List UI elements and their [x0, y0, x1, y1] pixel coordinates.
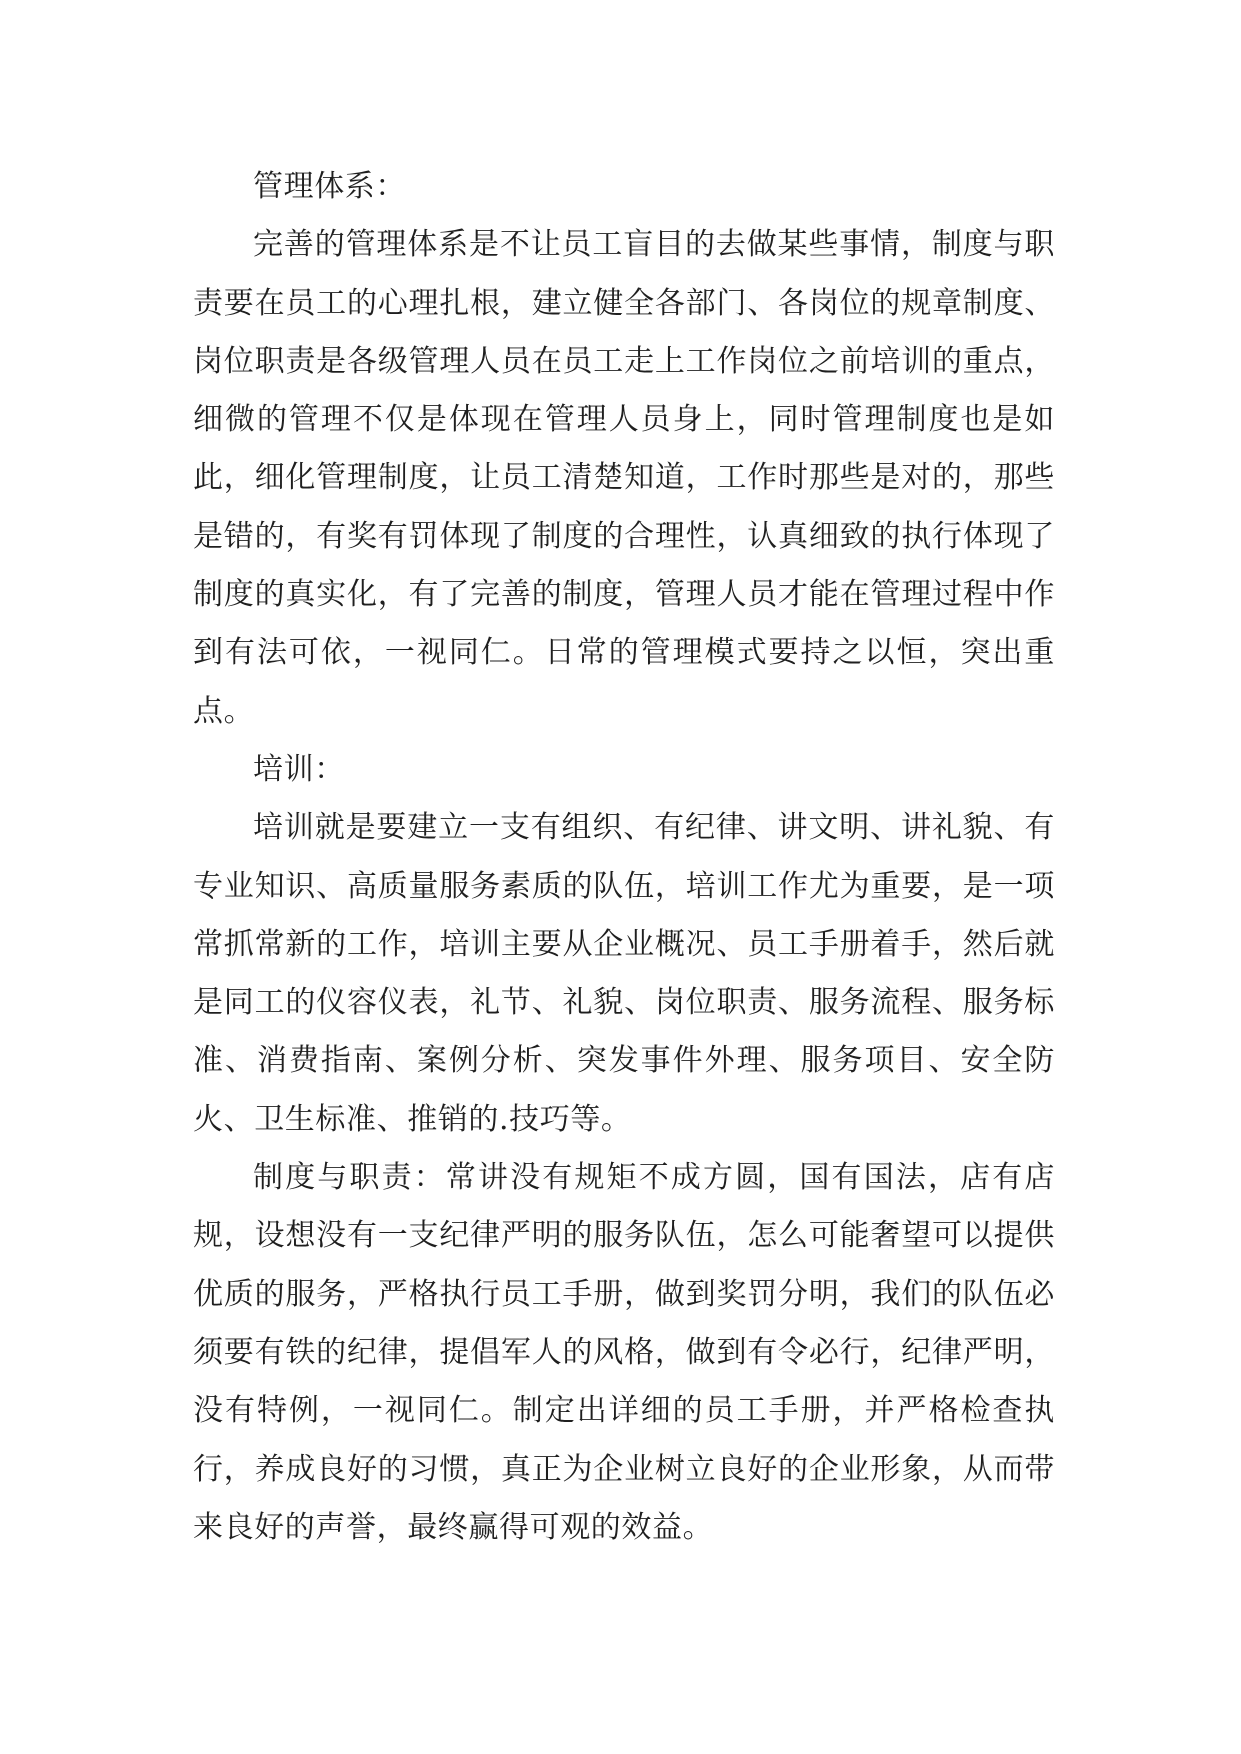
heading-management-system: 管理体系： [253, 169, 406, 204]
paragraph-management-system: 完善的管理体系是不让员工盲目的去做某些事情，制度与职责要在员工的心理扎根，建立健全各部门、各岗位的规章制度、岗位职责是各级管理人员在员工走上工作岗位之前培训的重点，细微的管理不仅是体现在管理人员身上，同时管理制度也是如此，细化管理制度，让员工清楚知道，工作时那些是对的，那些是错的，有奖有罚体现了制度的合理性，认真细致的执行体现了制度的真实化，有了完善的制度，管理人员才能在管理过程中作到有法可依，一视同仁。日常的管理模式要持之以恒，突出重点。 [193, 227, 1055, 729]
paragraph-rules-and-duties: 制度与职责：常讲没有规矩不成方圆，国有国法，店有店规，设想没有一支纪律严明的服务队伍，怎么可能奢望可以提供优质的服务，严格执行员工手册，做到奖罚分明，我们的队伍必须要有铁的纪律，提倡军人的风格，做到有令必行，纪律严明，没有特例，一视同仁。制定出详细的员工手册，并严格检查执行，养成良好的习惯，真正为企业树立良好的企业形象，从而带来良好的声誉，最终赢得可观的效益。 [193, 1160, 1055, 1545]
paragraph-training: 培训就是要建立一支有组织、有纪律、讲文明、讲礼貌、有专业知识、高质量服务素质的队伍，培训工作尤为重要，是一项常抓常新的工作，培训主要从企业概况、员工手册着手，然后就是同工的仪容仪表，礼节、礼貌、岗位职责、服务流程、服务标准、消费指南、案例分析、突发事件外理、服务项目、安全防火、卫生标准、推销的.技巧等。 [193, 810, 1055, 1137]
heading-training: 培训： [253, 751, 345, 787]
document-body [193, 158, 1055, 1557]
